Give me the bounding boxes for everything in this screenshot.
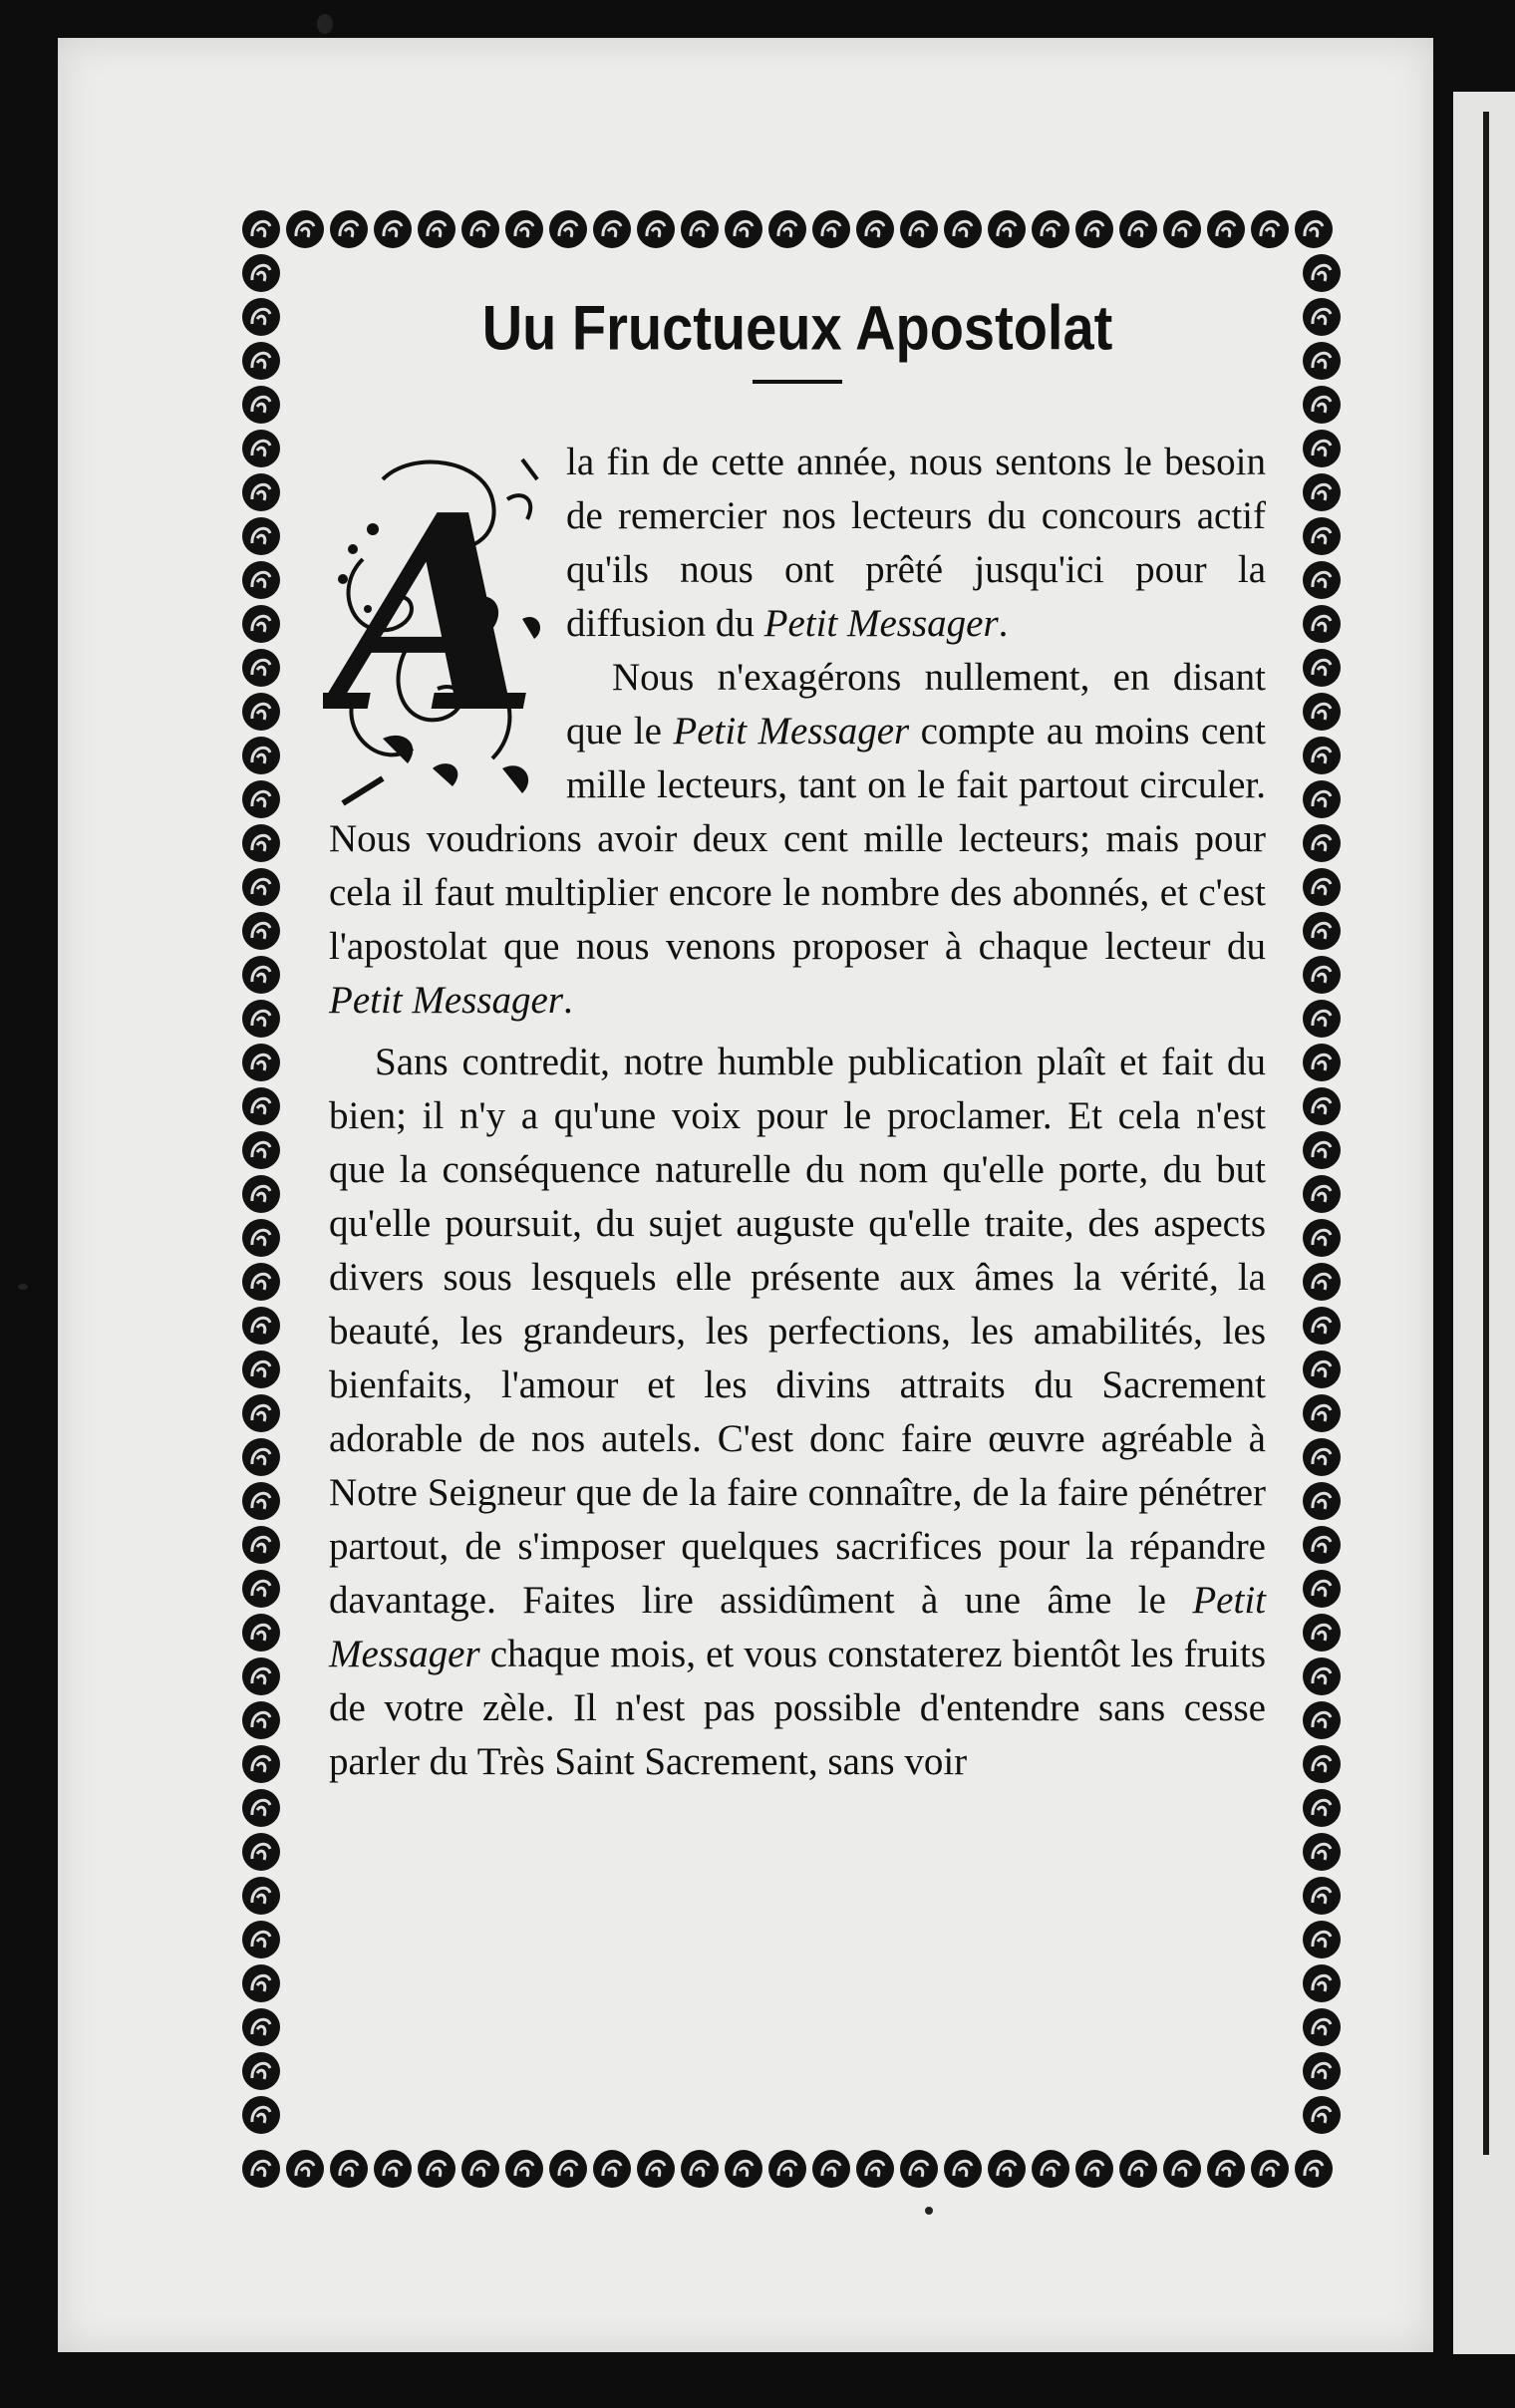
article: [329, 292, 1267, 1789]
border-ornament: [900, 210, 938, 248]
border-ornament: [242, 824, 280, 862]
border-ornament: [681, 210, 719, 248]
border-ornament: [944, 2150, 982, 2188]
border-ornament: [242, 1657, 280, 1695]
border-ornament: [1303, 2008, 1341, 2046]
border-ornament: [286, 210, 324, 248]
border-ornament: [242, 1964, 280, 2002]
border-ornament: [593, 210, 631, 248]
border-ornament: [1251, 2150, 1289, 2188]
border-ornament: [242, 1701, 280, 1739]
border-ornament: [856, 210, 894, 248]
border-ornament: [768, 210, 806, 248]
border-ornament: [1303, 2096, 1341, 2134]
border-ornament: [768, 2150, 806, 2188]
border-ornament: [242, 2052, 280, 2090]
border-ornament: [637, 210, 675, 248]
scan-speck: [317, 14, 333, 34]
border-ornament: [242, 298, 280, 336]
border-ornament: [505, 210, 543, 248]
border-ornament: [1207, 210, 1245, 248]
border-ornament: [242, 2008, 280, 2046]
border-ornament: [1075, 210, 1113, 248]
border-ornament: [374, 210, 412, 248]
border-ornament: [242, 1351, 280, 1388]
border-ornament: [242, 1087, 280, 1125]
border-ornament: [242, 649, 280, 687]
border-ornament: [1303, 430, 1341, 467]
border-ornament: [1303, 342, 1341, 380]
border-ornament: [1303, 693, 1341, 731]
border-ornament: [1303, 1833, 1341, 1871]
border-ornament: [1303, 1657, 1341, 1695]
border-ornament: [1303, 1701, 1341, 1739]
dropcap-letter: A: [330, 455, 539, 772]
border-ornament: [1303, 1614, 1341, 1652]
border-ornament: [1303, 561, 1341, 599]
border-ornament: [1303, 824, 1341, 862]
border-ornament: [1303, 1044, 1341, 1081]
border-ornament: [242, 1131, 280, 1169]
border-ornament: [1303, 1482, 1341, 1520]
border-ornament: [1303, 1351, 1341, 1388]
border-ornament: [593, 2150, 631, 2188]
border-ornament: [1119, 2150, 1157, 2188]
border-ornament: [461, 2150, 499, 2188]
border-ornament: [812, 2150, 850, 2188]
border-ornament: [374, 2150, 412, 2188]
paragraph-1: la fin de cette année, nous sentons le besoin de remercier nos lecteurs du concours actif qu'ils nous ont prêté jusqu'ici pour la diffusion du Petit Messager.: [566, 441, 1266, 645]
border-ornament: [1303, 1921, 1341, 1958]
border-ornament: [1303, 298, 1341, 336]
border-ornament: [418, 210, 455, 248]
border-ornament: [1303, 2052, 1341, 2090]
border-ornament: [900, 2150, 938, 2188]
border-ornament: [1303, 473, 1341, 511]
border-ornament: [242, 2096, 280, 2134]
border-ornament: [1303, 1175, 1341, 1213]
border-ornament: [242, 1877, 280, 1915]
facing-page-edge: [1453, 92, 1515, 2354]
border-ornament: [286, 2150, 324, 2188]
border-ornament: [242, 1394, 280, 1432]
border-ornament: [242, 1614, 280, 1652]
illuminated-dropcap: [323, 440, 552, 808]
border-ornament: [242, 342, 280, 380]
border-ornament: [242, 780, 280, 818]
border-ornament: [330, 210, 368, 248]
border-ornament: [1303, 1570, 1341, 1608]
border-ornament: [1303, 1964, 1341, 2002]
border-ornament: [1303, 1000, 1341, 1038]
border-ornament: [1295, 2150, 1333, 2188]
border-ornament: [242, 1789, 280, 1827]
border-ornament: [242, 737, 280, 774]
border-ornament: [856, 2150, 894, 2188]
border-ornament: [1251, 210, 1289, 248]
border-ornament: [1303, 1219, 1341, 1257]
border-ornament: [242, 605, 280, 643]
border-ornament: [242, 1745, 280, 1783]
border-ornament: [1303, 386, 1341, 424]
border-ornament: [242, 956, 280, 994]
border-ornament: [1207, 2150, 1245, 2188]
border-ornament: [1032, 2150, 1069, 2188]
border-ornament: [242, 254, 280, 292]
border-ornament: [1075, 2150, 1113, 2188]
border-ornament: [242, 1307, 280, 1345]
border-ornament: [1303, 1745, 1341, 1783]
paragraph-2: Nous n'exagérons nullement, en disant que le Petit Messager compte au moins cent mille lecteurs, tant on le fait partout circuler. Nous voudrions avoir deux cent mille lecteurs; mais pour cela il faut multiplier encore le nombre des abonnés, et c'est l'apostolat que nous venons proposer à chaque lecteur du Petit Messager.: [329, 656, 1267, 1022]
border-ornament: [1303, 1526, 1341, 1564]
border-ornament: [242, 1219, 280, 1257]
border-ornament: [988, 2150, 1026, 2188]
border-ornament: [1303, 649, 1341, 687]
border-ornament: [505, 2150, 543, 2188]
border-ornament: [725, 2150, 762, 2188]
border-ornament: [242, 693, 280, 731]
border-ornament: [418, 2150, 455, 2188]
border-ornament: [1303, 1087, 1341, 1125]
border-ornament: [637, 2150, 675, 2188]
border-ornament: [681, 2150, 719, 2188]
border-ornament: [1303, 605, 1341, 643]
border-ornament: [1303, 1307, 1341, 1345]
border-ornament: [1032, 210, 1069, 248]
border-ornament: [242, 1833, 280, 1871]
border-ornament: [461, 210, 499, 248]
border-ornament: [1303, 1789, 1341, 1827]
scan-speck: [18, 1284, 28, 1290]
border-ornament: [242, 1570, 280, 1608]
border-ornament: [1303, 912, 1341, 950]
border-ornament: [330, 2150, 368, 2188]
border-ornament: [242, 1482, 280, 1520]
border-ornament: [1303, 1263, 1341, 1301]
border-ornament: [1303, 1131, 1341, 1169]
border-ornament: [725, 210, 762, 248]
border-ornament: [812, 210, 850, 248]
paragraph-3: Sans contredit, notre humble publication plaît et fait du bien; il n'y a qu'une voix pour le proclamer. Et cela n'est que la conséquence naturelle du nom qu'elle porte, du but qu'elle poursuit, du sujet auguste qu'elle traite, des aspects divers sous lesquels elle présente aux âmes la vérité, la beauté, les grandeurs, les perfections, les amabilités, les bienfaits, l'amour et les divins attraits du Sacrement adorable de nos autels. C'est donc faire œuvre agréable à Notre Seigneur que de la faire connaître, de la faire pénétrer partout, de s'imposer quelques sacrifices pour la répandre davantage. Faites lire assidûment à une âme le Petit Messager chaque mois, et vous constaterez bientôt les fruits de votre zèle. Il n'est pas possible d'entendre sans cesse parler du Très Saint Sacrement, sans voir: [329, 1041, 1266, 1783]
border-ornament: [242, 912, 280, 950]
border-ornament: [1295, 210, 1333, 248]
border-ornament: [1163, 2150, 1201, 2188]
border-ornament: [1303, 254, 1341, 292]
border-ornament: [242, 1044, 280, 1081]
border-ornament: [242, 1263, 280, 1301]
border-ornament: [944, 210, 982, 248]
border-ornament: [1303, 956, 1341, 994]
border-ornament: [1303, 1394, 1341, 1432]
border-ornament: [242, 473, 280, 511]
border-ornament: [1303, 1438, 1341, 1476]
border-ornament: [1163, 210, 1201, 248]
border-ornament: [1303, 780, 1341, 818]
border-ornament: [1303, 517, 1341, 555]
border-ornament: [242, 210, 280, 248]
border-ornament: [1303, 868, 1341, 906]
border-ornament: [988, 210, 1026, 248]
border-ornament: [242, 1175, 280, 1213]
border-ornament: [1303, 1877, 1341, 1915]
title-divider: [753, 380, 842, 384]
border-ornament: [242, 1000, 280, 1038]
border-ornament: [242, 561, 280, 599]
border-ornament: [242, 517, 280, 555]
border-ornament: [242, 386, 280, 424]
border-ornament: [549, 2150, 587, 2188]
border-ornament: [242, 1438, 280, 1476]
facing-page-border: [1483, 112, 1489, 2155]
scan-speck: [925, 2207, 933, 2215]
border-ornament: [242, 2150, 280, 2188]
article-title: Uu Fructueux Apostolat: [481, 292, 1113, 363]
border-ornament: [1303, 737, 1341, 774]
border-ornament: [242, 430, 280, 467]
border-ornament: [242, 1526, 280, 1564]
border-ornament: [549, 210, 587, 248]
border-ornament: [242, 868, 280, 906]
border-ornament: [1119, 210, 1157, 248]
border-ornament: [242, 1921, 280, 1958]
